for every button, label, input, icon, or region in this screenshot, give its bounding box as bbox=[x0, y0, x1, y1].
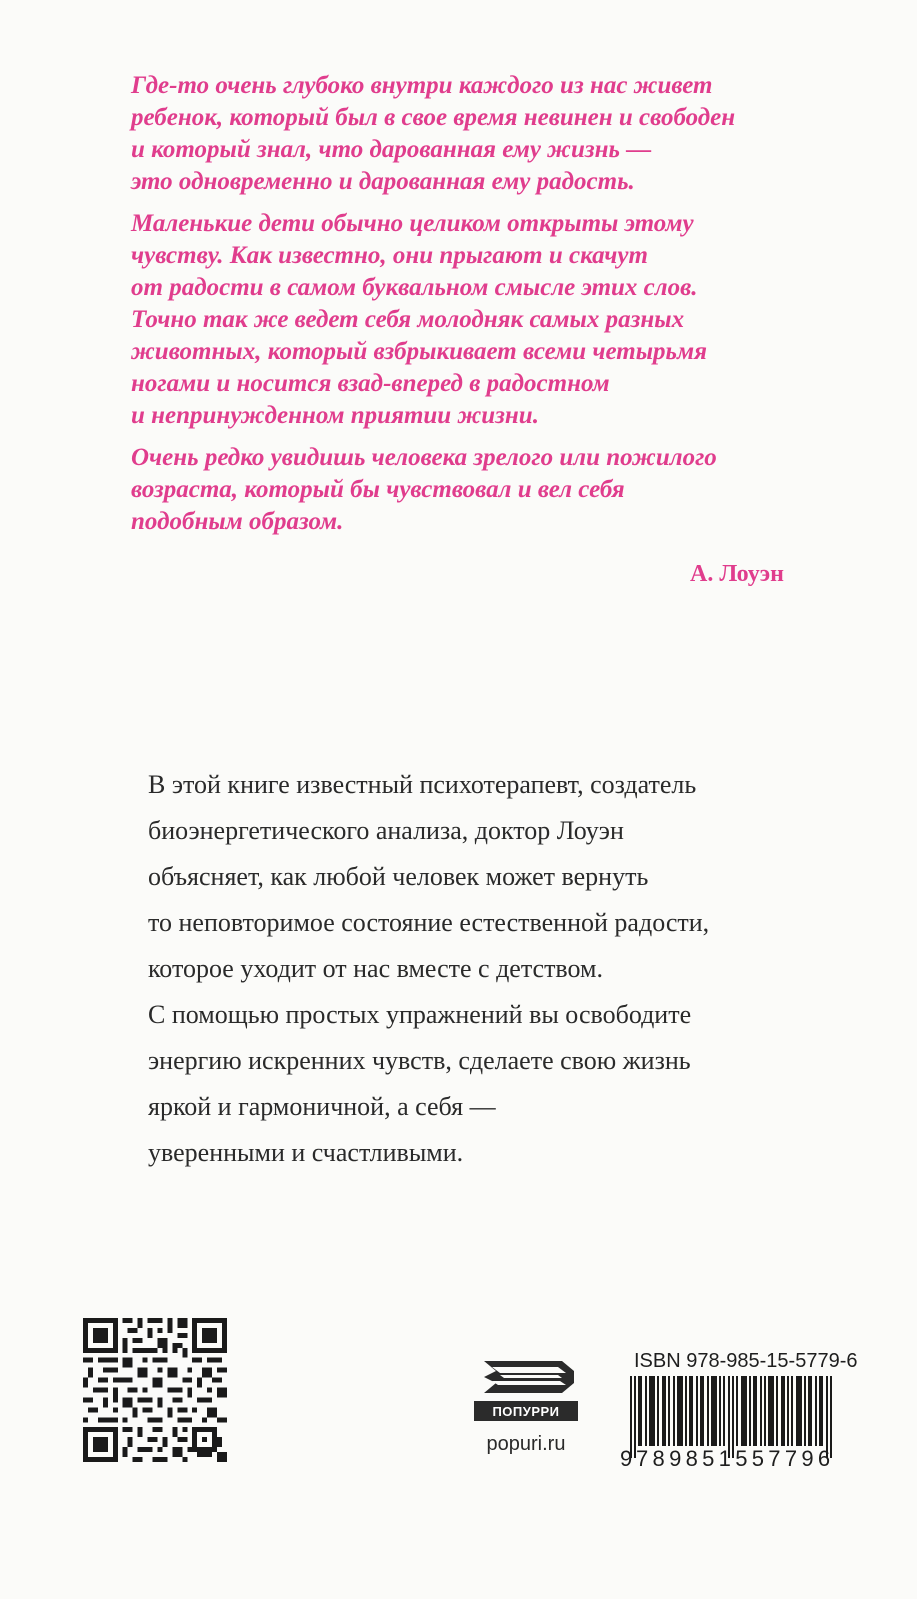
epigraph-paragraph-1 bbox=[131, 70, 871, 198]
epigraph-author: А. Лоуэн bbox=[690, 561, 784, 587]
publisher-logo-text: ПОПУРРИ bbox=[492, 1404, 560, 1419]
epigraph-line: и непринужденном приятии жизни. bbox=[131, 402, 539, 429]
description-line: объясняет, как любой человек может вернуть bbox=[148, 862, 649, 891]
description-line: биоэнергетического анализа, доктор Лоуэн bbox=[148, 816, 624, 845]
description-line: яркой и гармоничной, а себя — bbox=[148, 1092, 496, 1121]
epigraph-line: чувству. Как известно, они прыгают и скачут bbox=[131, 242, 648, 269]
description-line: С помощью простых упражнений вы освободите bbox=[148, 1000, 692, 1029]
epigraph-line: Очень редко увидишь человека зрелого или пожилого bbox=[131, 444, 717, 471]
epigraph-line: и который знал, что дарованная ему жизнь — bbox=[131, 136, 652, 163]
description-line: которое уходит от нас вместе с детством. bbox=[148, 954, 603, 983]
publisher-website: popuri.ru bbox=[486, 1433, 566, 1455]
description-line: В этой книге известный психотерапевт, создатель bbox=[148, 770, 697, 799]
epigraph-line: ногами и носится взад-вперед в радостном bbox=[131, 370, 610, 397]
epigraph-line: Где-то очень глубоко внутри каждого из нас живет bbox=[131, 72, 713, 99]
epigraph-line: подобным образом. bbox=[131, 508, 344, 535]
epigraph-line: Точно так же ведет себя молодняк самых разных bbox=[131, 306, 685, 333]
epigraph-line: от радости в самом буквальном смысле этих слов. bbox=[131, 274, 698, 301]
isbn-label: ISBN 978-985-15-5779-6 bbox=[634, 1350, 858, 1372]
epigraph-line: животных, который взбрыкивает всеми четырьмя bbox=[131, 338, 707, 365]
epigraph-line: Маленькие дети обычно целиком открыты этому bbox=[131, 210, 694, 237]
qr-code-icon bbox=[83, 1318, 227, 1462]
epigraph-line: это одновременно и дарованная ему радость. bbox=[131, 168, 635, 195]
epigraph bbox=[131, 70, 871, 548]
epigraph-paragraph-2 bbox=[131, 208, 871, 432]
epigraph-line: возраста, который бы чувствовал и вел себя bbox=[131, 476, 625, 503]
description-line: уверенными и счастливыми. bbox=[148, 1138, 464, 1167]
barcode-first-digit: 9 bbox=[620, 1446, 633, 1471]
book-description bbox=[148, 762, 848, 1176]
description-line: энергию искренних чувств, сделаете свою жизнь bbox=[148, 1046, 691, 1075]
barcode-digits: 789851557796 bbox=[636, 1446, 835, 1471]
description-line: то неповторимое состояние естественной радости, bbox=[148, 908, 710, 937]
epigraph-paragraph-3 bbox=[131, 442, 871, 538]
epigraph-line: ребенок, который был в свое время невинен и свободен bbox=[131, 104, 736, 131]
